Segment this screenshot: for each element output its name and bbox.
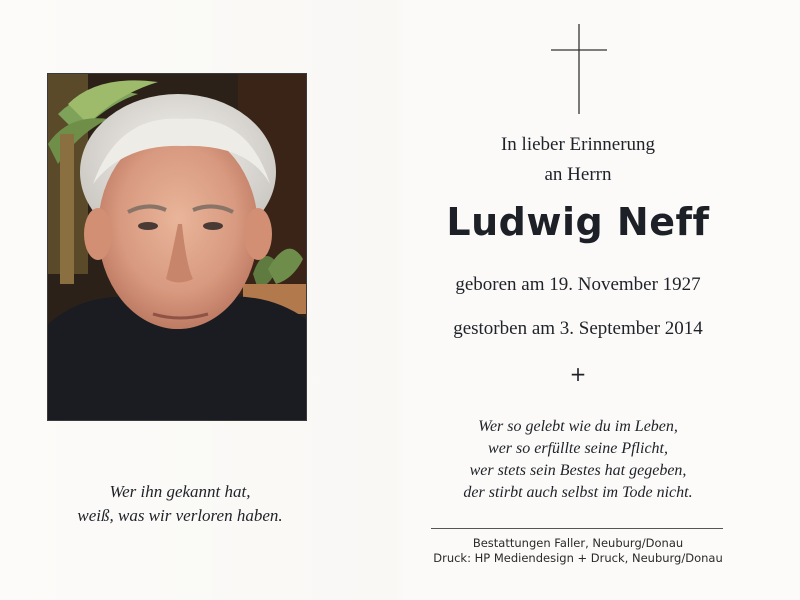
latin-cross-icon bbox=[551, 24, 607, 114]
birth-date: geboren am 19. November 1927 bbox=[455, 274, 701, 295]
credits-line: Druck: HP Mediendesign + Druck, Neuburg/Donau bbox=[433, 551, 723, 565]
intro-line: In lieber Erinnerung bbox=[500, 134, 656, 155]
portrait-photo bbox=[47, 73, 307, 421]
divider-line bbox=[431, 528, 723, 529]
small-cross-icon: + bbox=[569, 362, 587, 386]
left-verse-line: weiß, was wir verloren haben. bbox=[77, 506, 283, 525]
credits-line: Bestattungen Faller, Neuburg/Donau bbox=[472, 536, 684, 550]
verse-line: wer stets sein Bestes hat gegeben, bbox=[469, 462, 687, 479]
left-verse bbox=[30, 480, 330, 528]
intro-line: an Herrn bbox=[544, 164, 612, 185]
verse-line: Wer so gelebt wie du im Leben, bbox=[478, 418, 678, 435]
credits bbox=[420, 536, 736, 566]
left-verse-line: Wer ihn gekannt hat, bbox=[109, 482, 251, 501]
death-date: gestorben am 3. September 2014 bbox=[453, 318, 703, 339]
verse-line: wer so erfüllte seine Pflicht, bbox=[488, 440, 668, 457]
deceased-name: Ludwig Neff bbox=[446, 200, 710, 244]
portrait-illustration bbox=[48, 74, 306, 420]
intro-text bbox=[420, 130, 736, 190]
memorial-verse bbox=[420, 416, 736, 504]
verse-line: der stirbt auch selbst im Tode nicht. bbox=[463, 484, 693, 501]
